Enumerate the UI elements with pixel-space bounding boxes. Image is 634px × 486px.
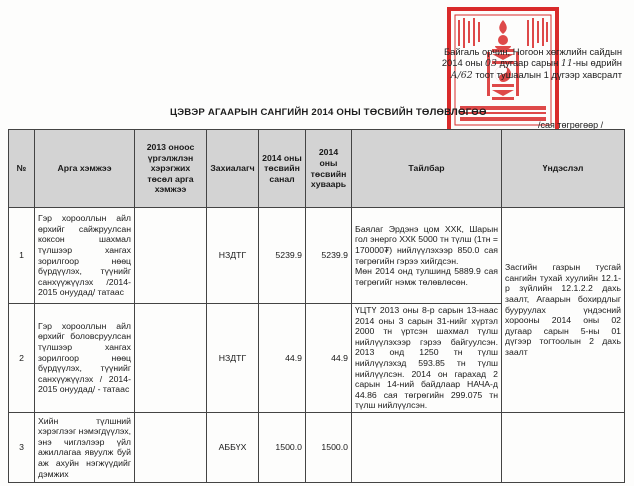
activity-cell: Гэр хорооллын айл өрхийг сайжруулсан коксон шахмал түлшээр хангах зорилгоор нөөц бүрдүүлэх, түүнийг санхүүжүүлэх /2014-2015 онуудад/ татаас (35, 208, 135, 304)
row-number: 1 (9, 208, 35, 304)
approval-line-2: 2014 оны 03 дугаар сарын 11-ны өдрийн (441, 57, 622, 69)
handwritten-month: 03 (485, 58, 497, 69)
header-activity: Арга хэмжээ (35, 130, 135, 208)
handwritten-day: 11 (560, 58, 573, 69)
approval-line-3: А/62 тоот тушаалын 1 дүгээр хавсралт (450, 69, 622, 81)
approved-cell: 44.9 (306, 304, 352, 413)
header-ongoing: 2013 оноос үргэлжлэн хэрэгжих төсөл арга хэмжээ (135, 130, 207, 208)
row-number: 2 (9, 304, 35, 413)
proposal-cell: 1500.0 (259, 412, 306, 482)
note-cell: ҮЦТҮ 2013 оны 8-р сарын 13-наас 2014 оны 3 сарын 31-нийг хүртэл 2000 тн үртсэн шахмал түлш нийлүүлэхээр гэрээ байгуулсэн. 2013 онд 1250 тн түлш нийлүүлэхэд 593.85 тн түлш нийлүүлсэн. 2014 он гарахад 2 сарын 14-ний байдлаар НАЧА-д 44.86 сая төгрөгийн 299.075 тн түлш нийлүүлсэн. (352, 304, 502, 413)
basis-cell: Засгийн газрын тусгай сангийн тухай хуулийн 12.1-р зүйлийн 12.1.2.2 дахь заалт, Агаарын бохирдлыг бууруулах үндэсний хорооны 2014 оны 02 дугаар сарын 5-ны 01 дүгээр тогтоолын 2 дахь заалт (502, 208, 625, 413)
header-no: № (9, 130, 35, 208)
note-cell (352, 412, 502, 482)
approval-line-1: Байгаль орчин, Ногоон хөгжлийн сайдын (444, 46, 622, 57)
client-cell: АББҮХ (207, 412, 259, 482)
document-title: ЦЭВЭР АГААРЫН САНГИЙН 2014 ОНЫ ТӨСВИЙН ТӨЛӨВЛӨГӨӨ (170, 107, 487, 118)
activity-cell: Хийн түлшний хэрэглээг нэмэгдүүлэх, энэ чиглэлээр үйл ажиллагаа явуулж буй аж ахуйн нэгжүүдийг дэмжих (35, 412, 135, 482)
ongoing-cell (135, 208, 207, 304)
unit-label: /сая төгрөгөөр / (538, 120, 604, 130)
note-cell: Баялаг Эрдэнэ цом ХХК, Шарын гол энерго ХХК 5000 тн түлш (1тн = 170000₮) нийлүүлэхээр 850.0 сая төгрөгийн гэрээ хийгдсэн. Мөн 2014 онд тулшинд 5889.9 сая төгрөгийг нэмж төлөвлөсөн. (352, 208, 502, 304)
ongoing-cell (135, 304, 207, 413)
approval-note (426, 46, 622, 81)
client-cell: НЗДТГ (207, 304, 259, 413)
basis-cell (502, 412, 625, 482)
activity-cell: Гэр хорооллын айл өрхийг боловсруулсан түлшээр хангах зорилгоор нөөц бүрдүүлэх, түүнийг санхүүжүүлэх / 2014-2015 онуудад/ - татаас (35, 304, 135, 413)
header-approved: 2014 оны төсвийн хуваарь (306, 130, 352, 208)
header-proposal: 2014 оны төсвийн санал (259, 130, 306, 208)
ongoing-cell (135, 412, 207, 482)
row-number: 3 (9, 412, 35, 482)
approved-cell: 5239.9 (306, 208, 352, 304)
table-row (9, 208, 625, 304)
table-header-row (9, 130, 625, 208)
approved-cell: 1500.0 (306, 412, 352, 482)
client-cell: НЗДТГ (207, 208, 259, 304)
proposal-cell: 44.9 (259, 304, 306, 413)
header-note: Тайлбар (352, 130, 502, 208)
table-row (9, 412, 625, 482)
budget-table (8, 129, 625, 483)
header-client: Захиалагч (207, 130, 259, 208)
handwritten-order-number: А/62 (450, 70, 473, 81)
header-basis: Үндэслэл (502, 130, 625, 208)
proposal-cell: 5239.9 (259, 208, 306, 304)
